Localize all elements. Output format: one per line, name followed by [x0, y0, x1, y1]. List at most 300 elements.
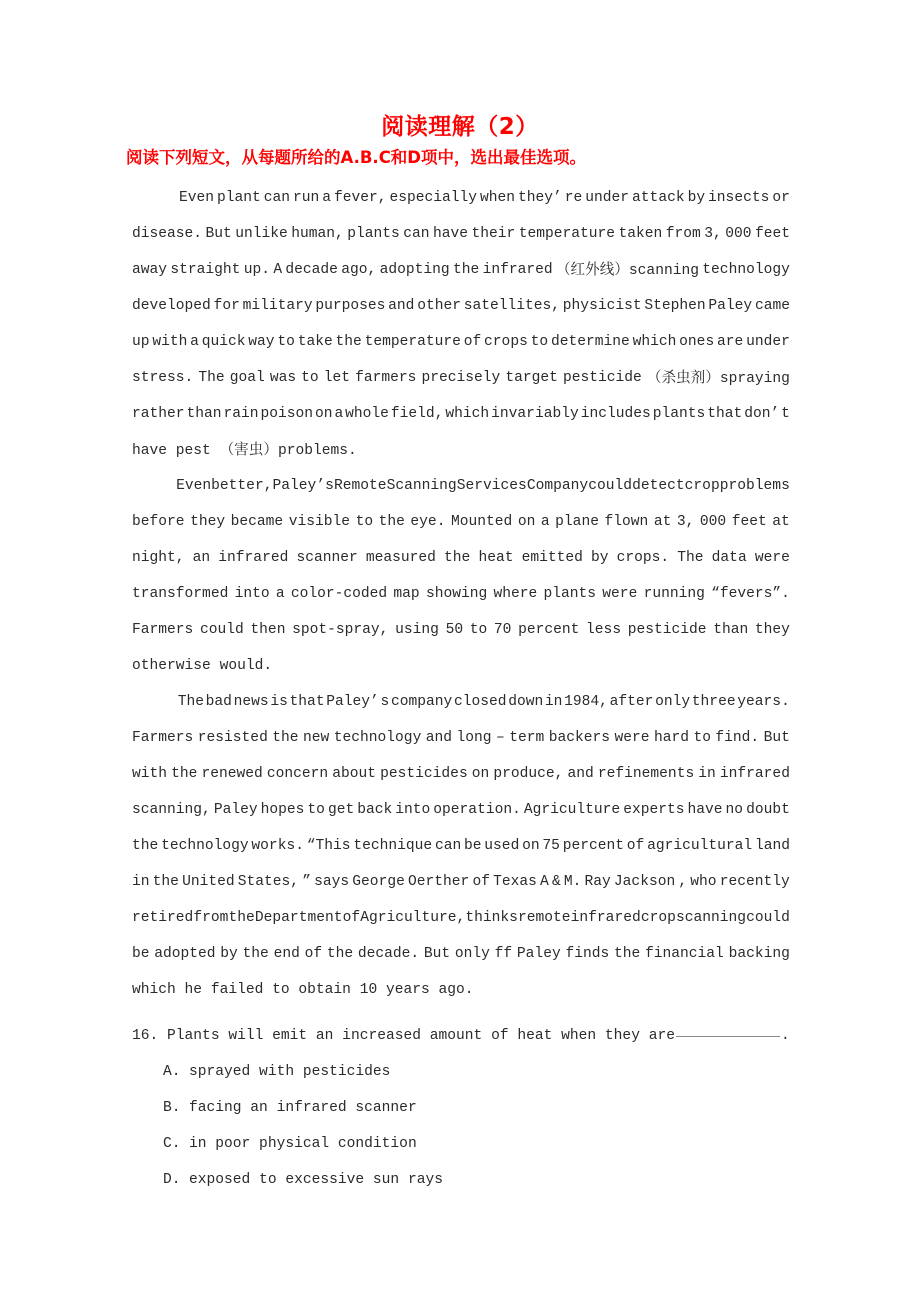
option-b[interactable]	[163, 1090, 417, 1126]
word: could	[199, 622, 244, 638]
word: can	[434, 838, 462, 854]
word: be	[132, 946, 150, 962]
word: the	[444, 550, 471, 566]
word: take	[297, 334, 333, 350]
option-text: facing an infrared scanner	[189, 1100, 417, 1116]
word: taken	[618, 226, 663, 242]
word: military	[242, 298, 313, 314]
word: produce,	[493, 766, 564, 782]
word: Paley’	[326, 694, 379, 710]
word: to	[530, 334, 549, 350]
word: unlike	[235, 226, 288, 242]
word: adopting	[379, 262, 450, 278]
word: that	[707, 406, 743, 422]
word: But	[423, 946, 451, 962]
word: visible	[288, 514, 351, 530]
page-title: 阅读理解（2）	[381, 114, 539, 140]
word: down	[508, 694, 544, 710]
word: hopes	[260, 802, 305, 818]
word: operation.	[433, 802, 521, 818]
word: ”	[302, 874, 311, 890]
word: was	[269, 370, 297, 386]
word: temperature	[518, 226, 616, 242]
word: a	[190, 334, 199, 350]
passage-line: otherwise would.	[132, 658, 273, 674]
passage-line	[132, 324, 790, 360]
word: a	[275, 586, 285, 602]
word: backing	[728, 946, 790, 962]
word: ago,	[341, 262, 377, 278]
word: way	[248, 334, 275, 350]
word: works.	[251, 838, 304, 854]
passage-line	[132, 684, 790, 720]
word: and	[388, 298, 415, 314]
paragraph-indent	[132, 684, 176, 720]
word: Jackson	[613, 874, 676, 890]
word: problems	[719, 478, 790, 494]
word: back	[357, 802, 393, 818]
word: they’	[518, 190, 562, 206]
word: crops.	[616, 550, 670, 566]
paragraph-indent	[132, 468, 176, 504]
word: precisely	[421, 370, 501, 386]
word: away	[132, 262, 168, 278]
word: of	[472, 874, 490, 890]
word: crops	[484, 334, 528, 350]
word: ,	[678, 874, 688, 890]
word: transformed	[132, 586, 229, 602]
word: the	[152, 874, 179, 890]
word: 75	[542, 838, 560, 854]
word: Company	[526, 478, 589, 494]
word: Paley’	[272, 478, 326, 494]
word: A	[273, 262, 283, 278]
word: then	[250, 622, 286, 638]
word: purposes	[315, 298, 386, 314]
passage-line	[132, 468, 790, 504]
word: an	[192, 550, 211, 566]
word: 000	[699, 514, 727, 530]
word: the	[132, 838, 159, 854]
word: ff	[494, 946, 513, 962]
cjk-gloss: （害虫）	[219, 441, 278, 458]
word: of	[342, 910, 361, 926]
word: technology	[161, 838, 249, 854]
option-text: exposed to excessive sun rays	[189, 1172, 443, 1188]
word: better,	[211, 478, 273, 494]
word: plant	[216, 190, 261, 206]
word: were	[614, 730, 650, 746]
word: decade.	[357, 946, 420, 962]
word: the	[335, 334, 362, 350]
word: color-coded	[290, 586, 388, 602]
word: be	[464, 838, 482, 854]
word: percent	[518, 622, 580, 638]
word: company	[390, 694, 453, 710]
word: with	[132, 766, 168, 782]
word: George	[352, 874, 405, 890]
word: emitted	[521, 550, 583, 566]
word: s	[380, 694, 390, 710]
word: map	[393, 586, 420, 602]
word: Services	[456, 478, 527, 494]
word: flown	[604, 514, 649, 530]
word: plants	[543, 586, 597, 602]
passage-body	[132, 180, 790, 1008]
passage-line	[132, 792, 790, 828]
word: infrared	[218, 550, 289, 566]
word: （红外线）scanning	[555, 261, 699, 279]
word: which	[632, 334, 677, 350]
word: run	[292, 190, 320, 206]
word: “fevers”.	[711, 586, 790, 602]
word: don’	[744, 406, 780, 422]
word: –	[496, 730, 505, 746]
word: term	[509, 730, 545, 746]
word: retired	[132, 910, 194, 926]
word: or	[772, 190, 790, 206]
word: Remote	[333, 478, 387, 494]
word: from	[193, 910, 229, 926]
option-letter: B.	[163, 1100, 181, 1116]
option-c[interactable]	[163, 1126, 417, 1162]
word: scanning,	[132, 802, 211, 818]
passage-line	[132, 864, 790, 900]
option-letter: D.	[163, 1172, 181, 1188]
word: says	[314, 874, 350, 890]
word: The	[177, 694, 204, 710]
word: quick	[201, 334, 246, 350]
word: adopted	[154, 946, 216, 962]
word: resisted	[197, 730, 268, 746]
word: running	[643, 586, 705, 602]
word: in	[698, 766, 716, 782]
word: United	[182, 874, 235, 890]
word: on	[314, 406, 333, 422]
word: to	[693, 730, 711, 746]
cjk-gloss: （杀虫剂）	[646, 369, 720, 386]
word: showing	[425, 586, 488, 602]
word: with	[152, 334, 188, 350]
word: on	[471, 766, 490, 782]
word: who	[690, 874, 717, 890]
word: a	[540, 514, 550, 530]
word: have	[687, 802, 723, 818]
word: came	[754, 298, 790, 314]
option-text: sprayed with pesticides	[189, 1064, 391, 1080]
word: Farmers	[132, 730, 194, 746]
passage-line	[132, 936, 790, 972]
word: human,	[291, 226, 344, 242]
word: insects	[708, 190, 770, 206]
word: Department	[254, 910, 343, 926]
passage-line	[132, 540, 790, 576]
word: are	[717, 334, 744, 350]
word: can	[263, 190, 291, 206]
word: about	[332, 766, 377, 782]
word: infrared	[719, 766, 790, 782]
word: technique	[353, 838, 433, 854]
word: at	[772, 514, 790, 530]
word: only	[655, 694, 691, 710]
word: Even	[176, 478, 212, 494]
word: pesticides	[380, 766, 468, 782]
word: before	[132, 514, 185, 530]
word: the	[613, 946, 641, 962]
word: 3,	[676, 514, 695, 530]
passage-line: have pest （害虫）problems.	[132, 441, 357, 459]
word: they	[190, 514, 226, 530]
word: whole	[345, 406, 389, 422]
word: Stephen	[644, 298, 706, 314]
word: re	[564, 190, 583, 206]
passage-line	[132, 360, 790, 396]
word: 3,	[704, 226, 722, 242]
word: plants	[652, 406, 706, 422]
word: have	[432, 226, 469, 242]
word: long	[456, 730, 492, 746]
word: remote	[518, 910, 571, 926]
word: a	[334, 406, 344, 422]
word: plants	[347, 226, 400, 242]
passage-line: which he failed to obtain 10 years ago.	[132, 982, 474, 998]
word: infrared	[482, 262, 553, 278]
passage-line	[132, 720, 790, 756]
word: refinements	[597, 766, 695, 782]
word: in	[132, 874, 150, 890]
word: from	[665, 226, 701, 242]
word: attack	[632, 190, 685, 206]
word: fever,	[333, 190, 387, 206]
word: into	[395, 802, 431, 818]
word: （杀虫剂）spraying	[646, 369, 790, 387]
word: of	[626, 838, 645, 854]
word: the	[272, 730, 299, 746]
passage-line	[132, 756, 790, 792]
word: for	[213, 298, 240, 314]
word: determine	[550, 334, 630, 350]
word: 000	[725, 226, 752, 242]
passage-line	[132, 216, 790, 252]
word: three	[691, 694, 736, 710]
word: measured	[365, 550, 436, 566]
word: straight	[170, 262, 241, 278]
word: includes	[580, 406, 651, 422]
word: they	[754, 622, 790, 638]
passage-line	[132, 900, 790, 936]
word: Paley	[708, 298, 753, 314]
word: Scanning	[386, 478, 457, 494]
word: were	[754, 550, 790, 566]
word: and	[567, 766, 594, 782]
word: detect	[632, 478, 685, 494]
word: when	[480, 190, 516, 206]
option-d[interactable]	[163, 1162, 443, 1198]
word: &	[551, 874, 561, 890]
word: the	[171, 766, 198, 782]
word: The	[198, 370, 225, 386]
question-stem: 16. Plants will emit an increased amount of heat when they are	[132, 1028, 675, 1044]
word: t	[781, 406, 790, 422]
word: percent	[562, 838, 625, 854]
word: could	[746, 910, 790, 926]
passage-line	[132, 576, 790, 612]
word: under	[585, 190, 630, 206]
word: invariably	[491, 406, 579, 422]
word: by	[591, 550, 609, 566]
passage-line	[132, 612, 790, 648]
word: s	[325, 478, 334, 494]
word: “This	[306, 838, 351, 854]
word: to	[301, 370, 319, 386]
word: other	[417, 298, 461, 314]
word: But	[763, 730, 790, 746]
word: decade	[285, 262, 338, 278]
option-letter: C.	[163, 1136, 181, 1152]
question-16	[132, 1018, 790, 1054]
word: let	[323, 370, 351, 386]
word: land	[754, 838, 790, 854]
word: heat	[478, 550, 514, 566]
word: 70	[493, 622, 512, 638]
word: Ray	[584, 874, 611, 890]
word: on	[522, 838, 540, 854]
word: recently	[719, 874, 790, 890]
word: than	[186, 406, 222, 422]
word: which	[445, 406, 490, 422]
word: less	[586, 622, 622, 638]
passage-line	[132, 828, 790, 864]
word: eye.	[410, 514, 446, 530]
word: A	[540, 874, 549, 890]
word: find.	[715, 730, 760, 746]
word: finds	[565, 946, 610, 962]
word: data	[711, 550, 747, 566]
word: where	[493, 586, 538, 602]
option-a[interactable]	[163, 1054, 390, 1090]
word: that	[289, 694, 325, 710]
word: on	[517, 514, 536, 530]
question-stem-tail: .	[780, 1028, 790, 1044]
word: used	[484, 838, 520, 854]
word: spot-spray,	[292, 622, 389, 638]
word: Mounted	[450, 514, 513, 530]
word: using	[395, 622, 439, 638]
word: pesticide	[627, 622, 707, 638]
word: the	[242, 946, 269, 962]
word: up.	[243, 262, 270, 278]
word: the	[452, 262, 480, 278]
word: The	[677, 550, 704, 566]
passage-line	[132, 396, 790, 432]
word: the	[228, 910, 255, 926]
word: technology	[702, 262, 790, 278]
word: Paley	[213, 802, 258, 818]
word: especially	[389, 190, 478, 206]
word: night,	[132, 550, 185, 566]
option-letter: A.	[163, 1064, 181, 1080]
word: is	[270, 694, 288, 710]
word: target	[505, 370, 558, 386]
word: States,	[237, 874, 300, 890]
word: M.	[563, 874, 582, 890]
word: by	[220, 946, 238, 962]
word: Agriculture	[523, 802, 621, 818]
word: to	[277, 334, 295, 350]
word: at	[653, 514, 672, 530]
word: to	[469, 622, 488, 638]
word: ones	[679, 334, 715, 350]
word: temperature	[364, 334, 461, 350]
word: Oerther	[407, 874, 470, 890]
word: disease.	[132, 226, 203, 242]
word: up	[132, 334, 150, 350]
word: rather	[132, 406, 185, 422]
word: poison	[260, 406, 314, 422]
word: experts	[623, 802, 685, 818]
word: satellites,	[463, 298, 561, 314]
word: a	[322, 190, 331, 206]
word: Paley	[516, 946, 561, 962]
word: developed	[132, 298, 211, 314]
word: thinks	[465, 910, 518, 926]
word: agricultural	[647, 838, 753, 854]
word: closed	[453, 694, 507, 710]
answer-blank[interactable]	[676, 1036, 780, 1037]
word: hard	[653, 730, 689, 746]
word: the	[378, 514, 405, 530]
word: Farmers	[132, 622, 194, 638]
word: years.	[737, 694, 790, 710]
word: new	[303, 730, 330, 746]
word: to	[355, 514, 374, 530]
word: their	[471, 226, 516, 242]
word: were	[602, 586, 638, 602]
word: can	[403, 226, 430, 242]
word: under	[746, 334, 790, 350]
word: and	[425, 730, 453, 746]
word: no	[725, 802, 744, 818]
passage-line	[132, 504, 790, 540]
paragraph-indent	[132, 180, 176, 216]
word: news	[233, 694, 269, 710]
word: the	[326, 946, 354, 962]
word: after	[609, 694, 654, 710]
word: 1984,	[564, 694, 608, 710]
word: technology	[333, 730, 422, 746]
word: plane	[555, 514, 599, 530]
word: renewed	[201, 766, 263, 782]
word: bad	[205, 694, 232, 710]
word: feet	[731, 514, 767, 530]
word: pesticide	[562, 370, 642, 386]
word: Even	[178, 190, 214, 206]
word: But	[205, 226, 232, 242]
word: scanner	[296, 550, 358, 566]
word: field,	[390, 406, 444, 422]
word: into	[234, 586, 270, 602]
word: than	[713, 622, 749, 638]
option-text: in poor physical condition	[189, 1136, 417, 1152]
word: farmers	[355, 370, 417, 386]
word: became	[230, 514, 284, 530]
word: in	[544, 694, 563, 710]
word: financial	[645, 946, 724, 962]
word: physicist	[562, 298, 642, 314]
word: scanning	[675, 910, 746, 926]
word: crop	[684, 478, 720, 494]
word: rain	[223, 406, 259, 422]
